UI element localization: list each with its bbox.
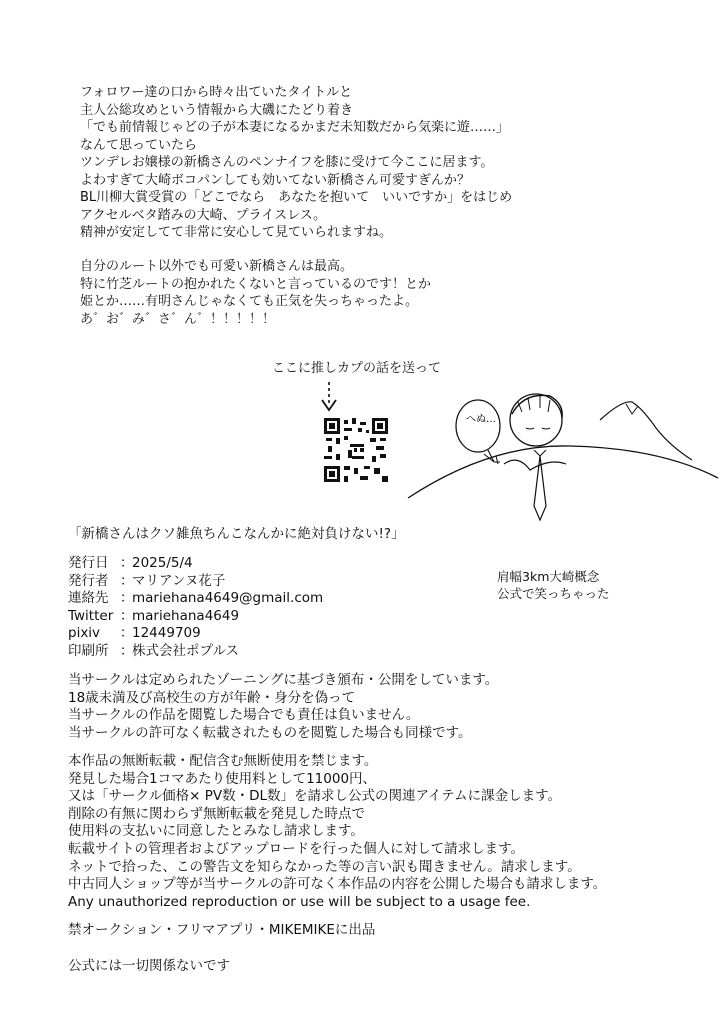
colophon-label: Twitter [68,607,114,624]
text-line: 自分のルート以外でも可愛い新橋さんは最高。 [80,259,354,274]
text-line: 削除の有無に関わらず無断転載を発見した時点で [68,805,365,822]
text-line: Any unauthorized reproduction or use will be subject to a usage fee. [68,893,531,910]
text-line: 又は「サークル価格× PV数・DL数」を請求し公式の関連アイテムに課金します。 [68,788,562,805]
colophon-label: 連絡先 [68,590,109,607]
text-line: ネットで拾った、この警告文を知らなかった等の言い訳も聞きません。請求します。 [68,858,581,875]
text-line: 特に竹芝ルートの抱かれたくないと言っているのです！とか [80,276,432,292]
text-line: 発見した場合1コマあたり使用料として11000円、 [68,770,377,787]
colophon-separator: ： [120,642,134,659]
pixiv-id[interactable]: 12449709 [132,625,201,642]
colophon [68,555,323,661]
arrow-down-icon [318,380,340,414]
zoning-notice [68,672,498,742]
text-line: 本作品の無断転載・配信含む無断使用を禁じます。 [68,753,378,769]
colophon-row [68,608,323,626]
colophon-separator: ： [120,555,134,571]
qr-code[interactable] [324,418,388,482]
text-line: 転載サイトの管理者およびアップロードを行った個人に対して請求します。 [68,840,525,857]
afterword-paragraph-2 [80,258,431,328]
colophon-row [68,643,323,661]
text-line: 当サークルの作品を閲覧した場合でも責任は負いません。 [68,707,420,724]
text-line: 「でも前情報じゃどの子が本妻になるかまだ未知数だから気楽に遊……」 [80,120,510,135]
text-line: よわすぎて大崎ボコパンしても効いてない新橋さん可愛すぎんか？ [80,172,471,188]
colophon-separator: ： [120,625,134,642]
contact-email[interactable]: mariehana4649@gmail.com [132,590,324,607]
afterword-paragraph-1 [80,84,512,242]
text-line: 公式で笑っちゃった [497,586,610,601]
sketch-caption [497,568,610,602]
text-line: 肩幅3km大崎概念 [497,569,600,584]
colophon-value: 株式会社ポプルス [132,642,240,659]
text-line: 使用料の支払いに同意したとみなし請求します。 [68,823,364,840]
character-sketch [400,380,720,530]
text-line: 18歳未満及び高校生の方が年齢・身分を偽って [68,689,356,706]
colophon-label: 印刷所 [68,642,109,659]
resale-notice: 禁オークション・フリマアプリ・MIKEMIKEに出品 [68,922,376,938]
colophon-separator: ： [120,607,134,624]
text-line: ツンデレお嬢様の新橋さんのペンナイフを膝に受けて今ここに居ます。 [80,155,494,170]
colophon-separator: ： [120,590,134,607]
colophon-value: マリアンヌ花子 [132,572,226,589]
colophon-label: pixiv [68,625,101,642]
twitter-handle[interactable]: mariehana4649 [132,607,240,624]
text-line: 中古同人ショップ等が当サークルの許可なく本作品の内容を公開した場合も請求します。 [68,876,607,893]
text-line: 当サークルは定められたゾーニングに基づき頒布・公開をしています。 [68,672,499,688]
disclaimer-notice: 公式には一切関係ないです [68,958,230,974]
text-line: なんて思っていたら [80,137,198,153]
colophon-separator: ： [120,572,134,589]
colophon-row [68,573,323,591]
text-line: 当サークルの許可なく転載されたものを閲覧した場合も同様です。 [68,724,472,741]
book-title: 「新橋さんはクソ雑魚ちんこなんかに絶対負けない!?」 [68,526,405,542]
text-line: アクセルベタ踏みの大崎、プライスレス。 [80,207,327,223]
colophon-label: 発行者 [68,572,109,589]
colophon-row [68,590,323,608]
text-line: あ゛お゛み゛さ゛ん゛！！！！！ [80,311,276,327]
colophon-row [68,555,323,573]
text-line: BL川柳大賞受賞の「どこでなら あなたを抱いて いいですか」をはじめ [80,190,513,205]
colophon-label: 発行日 [68,555,109,571]
qr-caption: ここに推しカプの話を送って [272,361,442,376]
text-line: 姫とか……有明さんじゃなくても正気を失っちゃったよ。 [80,294,419,309]
text-line: 精神が安定してて非常に安心して見ていられますね。 [80,225,393,240]
text-line: フォロワー達の口から時々出ていたタイトルと [80,85,353,100]
copyright-notice [68,753,606,911]
colophon-row [68,625,323,643]
speech-bubble-text: へぬ… [466,414,496,425]
text-line: 主人公総攻めという情報から大磯にたどり着き [80,102,354,118]
colophon-value: 2025/5/4 [132,555,193,571]
